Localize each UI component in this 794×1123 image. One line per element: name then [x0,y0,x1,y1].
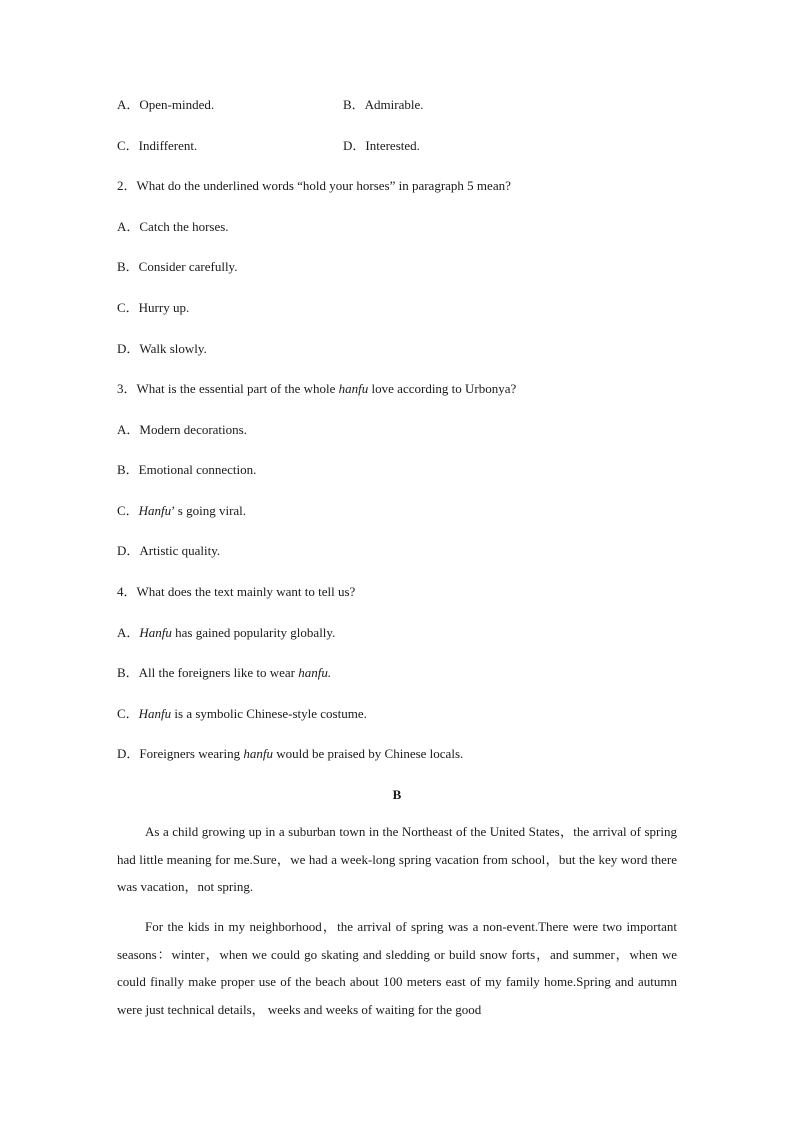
section-b-heading: B [392,787,402,802]
q4-option-d[interactable] [117,746,463,762]
q4-option-d-em: hanfu [243,746,273,761]
q3-stem-post: love according to Urbonya? [368,381,517,396]
section-b-paragraph-2: For the kids in my neighborhood，the arrival of spring was a non-event.There were two important seasons：winter，when we could go skating and sledding or build snow forts，and summer，when we could finally make proper use of the beach about 100 meters east of my family home.Spring and autumn were just technical details， weeks and weeks of waiting for the good [117,919,677,1017]
q2-option-b[interactable]: B．Consider carefully. [117,259,238,274]
q4-option-c-em: Hanfu [138,706,172,721]
q4-option-c[interactable] [117,706,367,722]
section-b-paragraph-1: As a child growing up in a suburban town in the Northeast of the United States，the arrival of spring had little meaning for me.Sure，we had a week-long spring vacation from school，but the key word there was vacation，not spring. [117,824,677,894]
q1-option-d[interactable]: D．Interested. [343,138,420,153]
q3-stem-pre: 3．What is the essential part of the whole [117,381,339,396]
q1-option-b[interactable]: B．Admirable. [343,97,424,112]
q4-option-a-em: Hanfu [139,625,172,640]
q1-option-c[interactable]: C．Indifferent. [117,138,198,153]
q2-option-a[interactable]: A．Catch the horses. [117,219,229,234]
q3-option-c-post: ’ s going viral. [171,503,247,518]
q3-option-c[interactable] [117,503,246,519]
q4-option-b-em: hanfu. [298,665,332,680]
q2-option-c[interactable]: C．Hurry up. [117,300,190,315]
q1-options-row-cd [117,138,420,154]
q3-option-d[interactable]: D．Artistic quality. [117,543,221,558]
q3-stem [117,381,516,397]
q3-stem-em: hanfu [338,381,369,396]
q3-option-c-pre: C． [117,503,139,518]
q4-option-d-pre: D．Foreigners wearing [117,746,244,761]
q4-option-a[interactable] [117,625,335,641]
q2-option-d[interactable]: D．Walk slowly. [117,341,207,356]
q4-option-c-post: is a symbolic Chinese-style costume. [171,706,367,721]
q4-option-c-pre: C． [117,706,139,721]
q3-option-c-em: Hanfu [138,503,172,518]
q2-stem: 2．What do the underlined words “hold your horses” in paragraph 5 mean? [117,178,511,193]
q4-option-a-post: has gained popularity globally. [171,625,336,640]
q1-option-a[interactable]: A．Open-minded. [117,97,215,112]
q3-option-b[interactable]: B．Emotional connection. [117,462,257,477]
q4-option-d-post: would be praised by Chinese locals. [272,746,464,761]
q4-option-b[interactable] [117,665,331,681]
q4-stem: 4．What does the text mainly want to tell us? [117,584,356,599]
q4-option-b-pre: B．All the foreigners like to wear [117,665,299,680]
q3-option-a[interactable]: A．Modern decorations. [117,422,247,437]
q4-option-a-pre: A． [117,625,140,640]
q1-options-row-ab [117,97,424,113]
